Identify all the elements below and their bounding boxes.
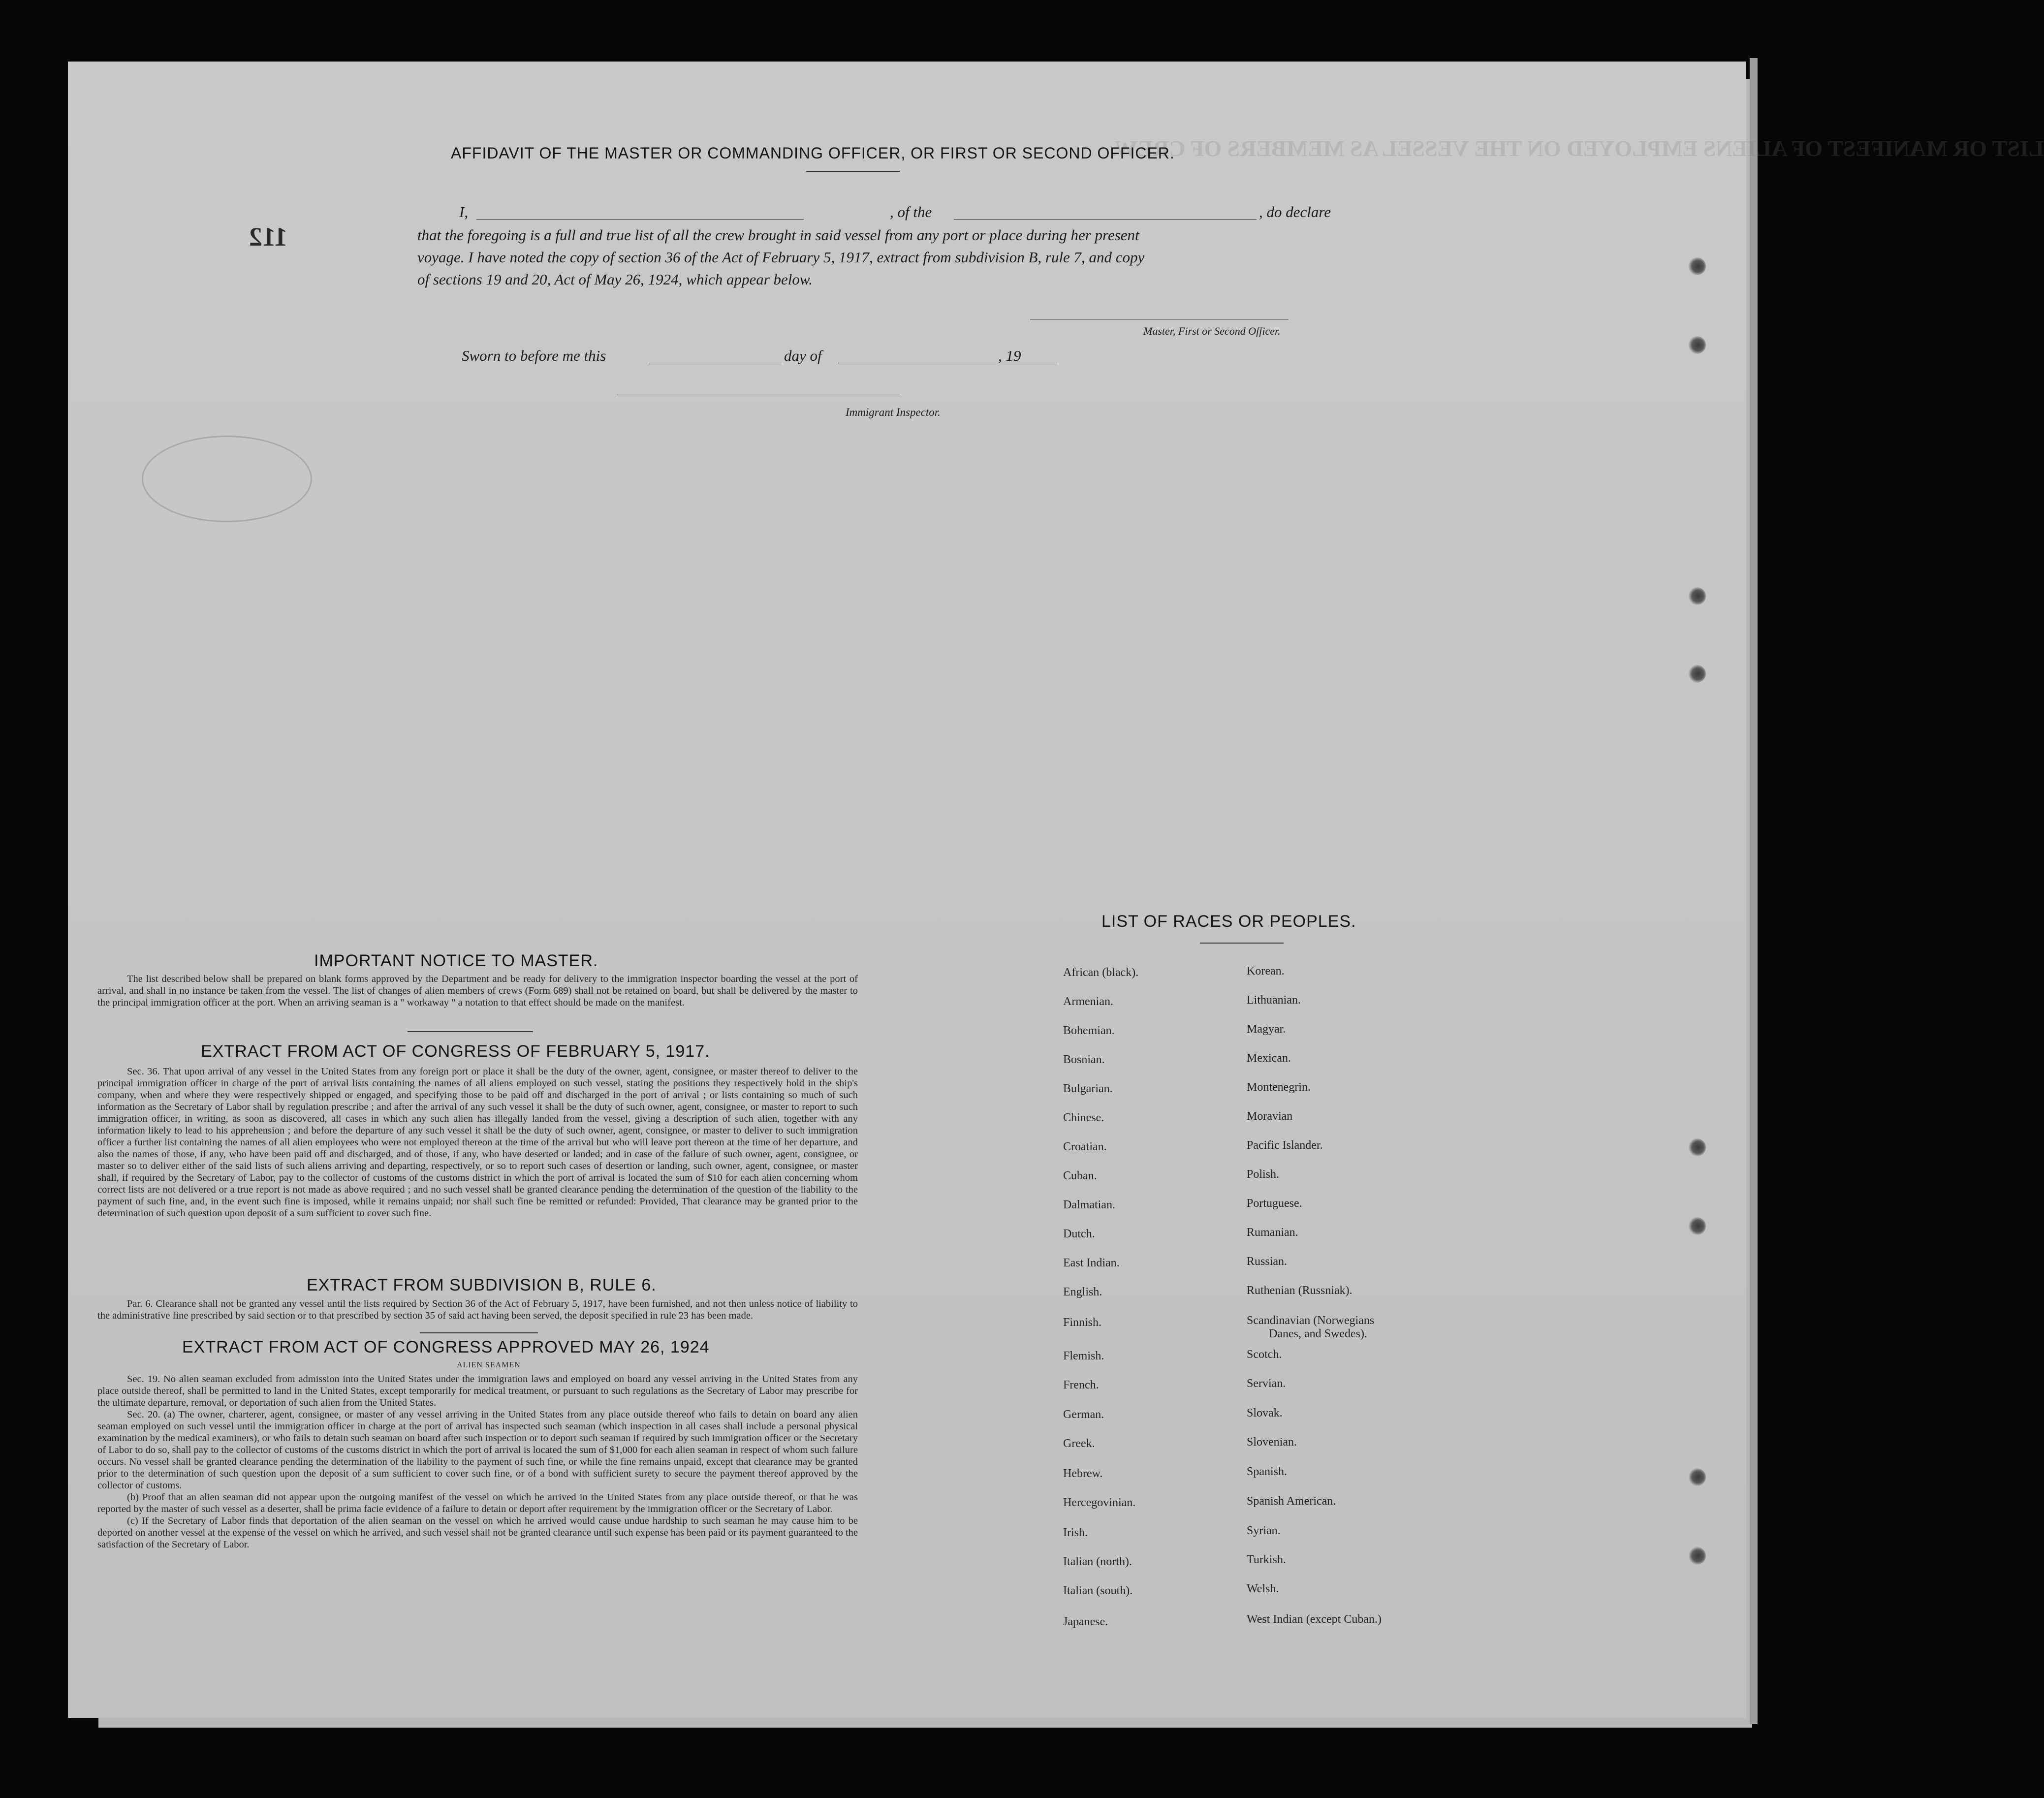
punch-hole bbox=[1688, 1547, 1706, 1565]
race-item: Scotch. bbox=[1247, 1348, 1282, 1361]
extract-1924-sec20b: (b) Proof that an alien seaman did not appear upon the outgoing manifest of the vessel on which he arrived in the United States from any place outside thereof, or that he was reported by the master of such vessel as a deserter, shall be prima facie evidence of a failure to detain or deport after requirement by the immigration officer or the Secretary of Labor. bbox=[97, 1492, 858, 1514]
race-item: French. bbox=[1063, 1379, 1099, 1391]
race-item: Magyar. bbox=[1247, 1023, 1286, 1036]
race-item: Flemish. bbox=[1063, 1350, 1104, 1362]
race-item: Spanish. bbox=[1247, 1465, 1288, 1478]
race-item: Hebrew. bbox=[1063, 1467, 1103, 1480]
punch-hole bbox=[1688, 665, 1706, 683]
race-item: Scandinavian (Norwegians bbox=[1247, 1314, 1375, 1327]
race-item: Lithuanian. bbox=[1247, 994, 1301, 1007]
extract-1924-sec19: Sec. 19. No alien seaman excluded from admission into the United States under the immigration laws and employed on board any vessel arriving in the United States from any place outside thereof, shall be permitted to land in the United States, except temporarily for medical treatment, or pursuant to such regulations as the Secretary of Labor may prescribe for the ultimate departure, removal, or deportation of such alien from the United States. bbox=[97, 1374, 858, 1408]
extract-rule6-text: Par. 6. Clearance shall not be granted any vessel until the lists required by Section 36 of the Act of February 5, 1917, have been furnished, and not then unless notice of liability to the administrative fine prescribed by said section or to that prescribed by section 35 of said act having been served, the deposit specified in rule 23 has been made. bbox=[97, 1298, 858, 1321]
bleed-through-title: LIST OR MANIFEST OF ALIENS EMPLOYED ON THE VESSEL AS MEMBERS OF CREW. bbox=[1111, 136, 2044, 161]
race-item: Montenegrin. bbox=[1247, 1081, 1311, 1094]
race-item: Spanish American. bbox=[1247, 1495, 1336, 1508]
extract-rule6-title: EXTRACT FROM SUBDIVISION B, RULE 6. bbox=[307, 1276, 657, 1294]
race-item: English. bbox=[1063, 1286, 1102, 1298]
race-item: Rumanian. bbox=[1247, 1226, 1298, 1239]
race-item: German. bbox=[1063, 1408, 1104, 1421]
declaration-do-declare: , do declare bbox=[1259, 203, 1331, 221]
punch-hole bbox=[1688, 1138, 1706, 1156]
master-caption: Master, First or Second Officer. bbox=[1143, 325, 1281, 337]
race-item: Syrian. bbox=[1247, 1524, 1281, 1537]
punch-hole bbox=[1688, 336, 1706, 354]
race-item: West Indian (except Cuban.) bbox=[1247, 1613, 1382, 1626]
race-item: Chinese. bbox=[1063, 1111, 1104, 1124]
race-item: Servian. bbox=[1247, 1377, 1286, 1390]
race-item: Dutch. bbox=[1063, 1228, 1095, 1240]
punch-hole bbox=[1688, 1468, 1706, 1486]
race-item: Armenian. bbox=[1063, 995, 1113, 1008]
affidavit-body-line-2: voyage. I have noted the copy of section 36 of the Act of February 5, 1917, extract from subdivision B, rule 7, and copy bbox=[417, 249, 1145, 266]
sworn-year: , 19 bbox=[998, 347, 1021, 364]
notice-rule bbox=[408, 1031, 533, 1032]
race-item: Japanese. bbox=[1063, 1615, 1108, 1628]
race-item: Bohemian. bbox=[1063, 1024, 1115, 1037]
faint-stamp bbox=[142, 436, 312, 522]
extract-1924-title: EXTRACT FROM ACT OF CONGRESS APPROVED MAY 26, 1924 bbox=[182, 1338, 710, 1356]
race-item: Bosnian. bbox=[1063, 1053, 1105, 1066]
race-item: Dalmatian. bbox=[1063, 1199, 1115, 1211]
punch-hole bbox=[1688, 257, 1706, 275]
race-item: Turkish. bbox=[1247, 1553, 1286, 1566]
race-item: Polish. bbox=[1247, 1168, 1280, 1181]
race-item: Italian (north). bbox=[1063, 1555, 1132, 1568]
affidavit-body-line-3: of sections 19 and 20, Act of May 26, 1924, which appear below. bbox=[417, 271, 813, 288]
race-item: Slovenian. bbox=[1247, 1436, 1297, 1449]
sworn-prefix: Sworn to before me this bbox=[462, 347, 606, 364]
extract-rule6-rule bbox=[420, 1332, 538, 1333]
notice-title: IMPORTANT NOTICE TO MASTER. bbox=[314, 951, 598, 970]
affidavit-title: AFFIDAVIT OF THE MASTER OR COMMANDING OFFICER, OR FIRST OR SECOND OFFICER. bbox=[451, 144, 1175, 162]
races-title-rule bbox=[1200, 943, 1284, 944]
extract-1924-subtitle: ALIEN SEAMEN bbox=[457, 1361, 521, 1369]
extract-1917-text: Sec. 36. That upon arrival of any vessel in the United States from any foreign port or place it shall be the duty of the owner, agent, consignee, or master thereof to deliver to the principal immigration officer in charge of the port of arrival lists containing the names of all aliens employed on such vessel, stating the positions they respectively hold in the ship's company, when and where they were respectively shipped or engaged, and specifying those to be paid off and discharged in the port of arrival ; or lists containing so much of such information as the Secretary of Labor shall by regulation prescribe ; and after the arrival of any such vessel it shall be the duty of such owner, agent, consignee, or master to report to such immigration officer, in writing, as soon as discovered, all cases in which any such alien has illegally landed from the vessel, giving a description of such alien, together with any information likely to lead to his apprehension ; and before the departure of any such vessel it shall be the duty of such owner, agent, consignee, or master to deliver to such immigration officer a further list containing the names of all alien employees who were not employed thereon at the time of the arrival but who will leave port thereon at the time of her departure, and also the names of those, if any, who have been paid off and discharged, and of those, if any, who have deserted or landed; and in case of the failure of such owner, agent, consignee, or master so to deliver either of the said lists of such aliens arriving and departing, respectively, or so to report such cases of desertion or landing, such owner, agent, consignee, or master shall, if required by the Secretary of Labor, pay to the collector of customs of the customs district in which the port of arrival is located the sum of $10 for each alien concerning whom correct lists are not delivered or a true report is not made as above required ; and no such vessel shall be granted clearance pending the determination of the question of the liability to the payment of such fine, and, in the event such fine is imposed, while it remains unpaid; nor shall such fine be remitted or refunded: Provided, That clearance may be granted prior to the determination of such question upon deposit of a sum sufficient to cover such fine. bbox=[97, 1066, 858, 1219]
affidavit-title-rule bbox=[806, 171, 900, 172]
extract-1924-body bbox=[97, 1373, 858, 1550]
races-title: LIST OF RACES OR PEOPLES. bbox=[1101, 912, 1356, 931]
race-item: Russian. bbox=[1247, 1255, 1288, 1268]
race-item: Moravian bbox=[1247, 1110, 1293, 1123]
race-item: Pacific Islander. bbox=[1247, 1139, 1323, 1152]
sheet-edge bbox=[1750, 58, 1758, 1724]
race-item: African (black). bbox=[1063, 966, 1139, 979]
extract-1917-title: EXTRACT FROM ACT OF CONGRESS OF FEBRUARY 5, 1917. bbox=[201, 1042, 710, 1061]
declaration-of-the: , of the bbox=[890, 203, 932, 221]
declaration-i: I, bbox=[459, 203, 469, 221]
vessel-name-line bbox=[954, 219, 1257, 220]
race-item: Italian (south). bbox=[1063, 1584, 1133, 1597]
page-number: 112 bbox=[249, 222, 288, 252]
document-page bbox=[68, 62, 2044, 1718]
race-item: Cuban. bbox=[1063, 1169, 1097, 1182]
notice-text: The list described below shall be prepared on blank forms approved by the Department and be ready for delivery to the immigration inspector boarding the vessel at the port of arrival, and shall in no instance be taken from the vessel. The list of changes of alien members of crews (Form 689) shall not be retained on board, but shall be delivered by the master to the principal immigration officer at the port. When an arriving seaman is a " workaway " a notation to that effect should be made on the manifest. bbox=[97, 974, 858, 1008]
race-item: Korean. bbox=[1247, 965, 1285, 978]
race-item: Mexican. bbox=[1247, 1052, 1291, 1065]
extract-1924-sec20a: Sec. 20. (a) The owner, charterer, agent, consignee, or master of any vessel arriving in the United States from any place outside thereof who fails to detain on board any alien seaman employed on such vessel until the immigration officer in charge at the port of arrival has inspected such seaman (which inspection in all cases shall include a personal physical examination by the medical examiners), or who fails to detain such seaman on board after such inspection or to deport such seaman if required by such immigration officer or the Secretary of Labor to do so, shall pay to the collector of customs of the customs district in which the port of arrival is located the sum of $1,000 for each alien seaman in respect of whom such failure occurs. No vessel shall be granted clearance pending the determination of the liability to the payment of such fine, or while the fine remains unpaid, except that clearance may be granted prior to the determination of such question upon the deposit of a sum sufficient to cover such fine, or of a bond with sufficient surety to secure the payment thereof approved by the collector of customs. bbox=[97, 1409, 858, 1491]
affidavit-body-line-1: that the foregoing is a full and true list of all the crew brought in said vessel from any port or place during her present bbox=[417, 226, 1139, 244]
race-item: Ruthenian (Russniak). bbox=[1247, 1284, 1352, 1297]
race-item: Croatian. bbox=[1063, 1140, 1107, 1153]
race-item: Irish. bbox=[1063, 1526, 1088, 1539]
master-name-line bbox=[476, 219, 804, 220]
inspector-caption: Immigrant Inspector. bbox=[846, 406, 941, 418]
sworn-day-of: day of bbox=[784, 347, 822, 364]
race-item: Welsh. bbox=[1247, 1582, 1279, 1595]
race-item: Portuguese. bbox=[1247, 1197, 1302, 1210]
race-item: Hercegovinian. bbox=[1063, 1496, 1136, 1509]
race-item: East Indian. bbox=[1063, 1257, 1120, 1269]
race-item: Bulgarian. bbox=[1063, 1082, 1113, 1095]
punch-hole bbox=[1688, 1217, 1706, 1235]
race-item-continuation: Danes, and Swedes). bbox=[1269, 1327, 1367, 1340]
race-item: Finnish. bbox=[1063, 1316, 1102, 1329]
race-item: Slovak. bbox=[1247, 1407, 1283, 1419]
race-item: Greek. bbox=[1063, 1437, 1095, 1450]
extract-1924-sec20c: (c) If the Secretary of Labor finds that deportation of the alien seaman on the vessel on which he arrived would cause undue hardship to such seaman he may cause him to be deported on another vessel at the expense of the vessel on which he arrived, and such vessel shall not be granted clearance until such expense has been paid or its payment guaranteed to the satisfaction of the Secretary of Labor. bbox=[97, 1515, 858, 1550]
punch-hole bbox=[1688, 587, 1706, 605]
